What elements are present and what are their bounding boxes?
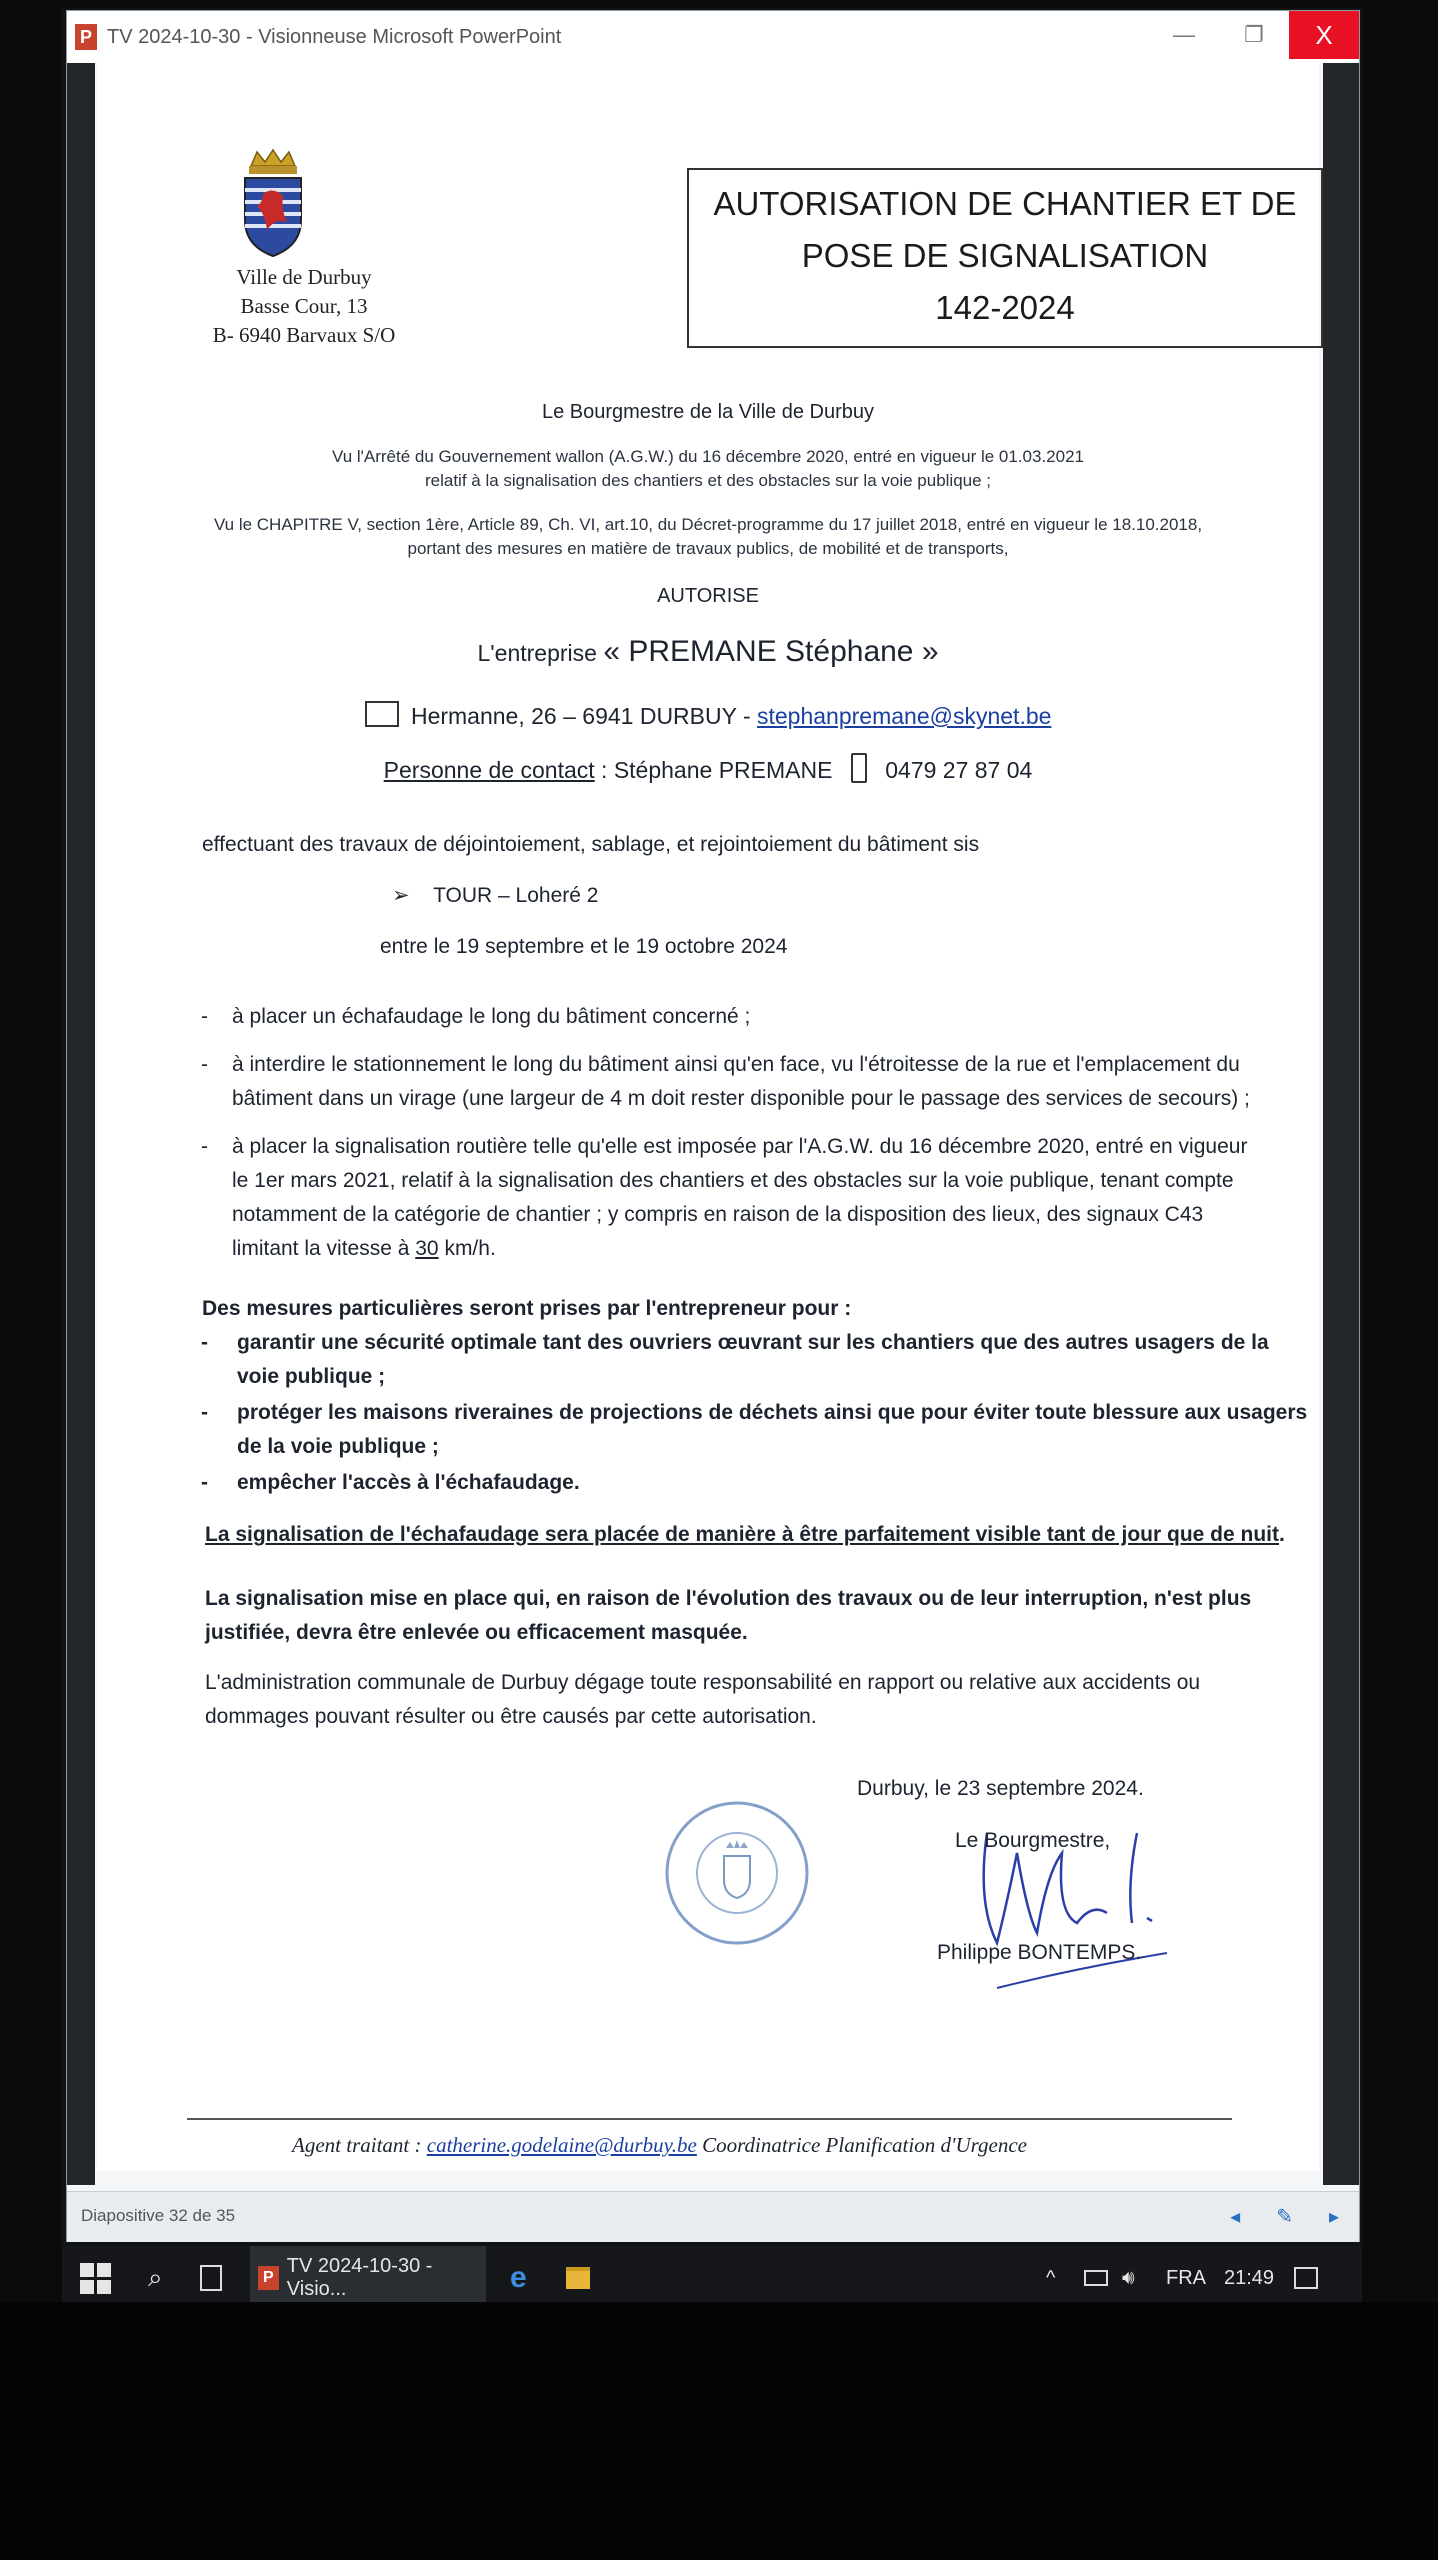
task-label: TV 2024-10-30 - Visio... [286, 2255, 433, 2300]
next-slide-icon[interactable]: ▸ [1328, 2206, 1339, 2228]
file-explorer-icon[interactable] [566, 2246, 590, 2310]
removal-line-1: La signalisation mise en place qui, en raison de l'évolution des travaux ou de leur interruption, n'est plus [205, 1587, 1252, 1610]
left-border [67, 63, 95, 2185]
title-line-2: POSE DE SIGNALISATION [801, 237, 1209, 274]
contact-name: : Stéphane PREMANE [601, 757, 833, 783]
measure-2-line-1: protéger les maisons riveraines de projections de déchets ainsi que pour éviter toute blessure aux usagers [237, 1401, 1308, 1424]
title-bar[interactable] [67, 11, 1359, 63]
search-icon[interactable]: ⌕ [148, 2262, 163, 2292]
powerpoint-viewer-window [66, 10, 1360, 2242]
speed-limit-text: limitant la vitesse à [232, 1237, 416, 1260]
period-text: entre le 19 septembre et le 19 octobre 2024 [380, 935, 788, 958]
agent-label: Agent traitant : [292, 2133, 422, 2157]
measure-1-line-2: voie publique ; [237, 1365, 386, 1388]
monitor-bezel-bottom [0, 2302, 1438, 2560]
location-text: TOUR – Loheré 2 [433, 884, 599, 907]
signature-date: Durbuy, le 23 septembre 2024. [857, 1777, 1144, 1800]
durbuy-crest-logo [237, 148, 309, 258]
authorization-item-3-line-3: notamment de la catégorie de chantier ; y compris en raison de la disposition des lieux, des signaux C43 [232, 1203, 1204, 1226]
authorization-item-2-line-2: bâtiment dans un virage (une largeur de 4 m doit rester disponible pour le passage des services de secours) ; [232, 1087, 1250, 1110]
status-bar [67, 2191, 1359, 2242]
signer-role: Le Bourgmestre, [955, 1829, 1111, 1852]
mailbox-icon [365, 701, 399, 727]
document-title-box [687, 168, 1323, 348]
measures-heading: Des mesures particulières seront prises par l'entrepreneur pour : [202, 1297, 852, 1320]
visibility-note-text: La signalisation de l'échafaudage sera placée de manière à être parfaitement visible tant de jour que de nuit [205, 1523, 1279, 1546]
location-line [392, 883, 598, 908]
arrow-bullet-icon: ➢ [392, 884, 410, 907]
entreprise-name: « PREMANE Stéphane » [603, 635, 939, 668]
show-hidden-icons-icon[interactable]: ^ [1046, 2266, 1056, 2289]
authorization-item-1: à placer un échafaudage le long du bâtiment concerné ; [232, 1005, 751, 1028]
minimize-button[interactable]: — [1173, 22, 1195, 47]
address-line [97, 701, 1319, 730]
restore-button[interactable]: ❐ [1244, 22, 1264, 47]
work-description: effectuant des travaux de déjointoiement, sablage, et rejointoiement du bâtiment sis [202, 833, 980, 856]
signer-name: Philippe BONTEMPS. [937, 1941, 1142, 1964]
autorise-heading: AUTORISE [657, 585, 759, 607]
window-title: TV 2024-10-30 - Visionneuse Microsoft PowerPoint [107, 25, 562, 48]
slide-indicator: Diapositive 32 de 35 [81, 2206, 236, 2225]
legal-basis-1-line-2: relatif à la signalisation des chantiers et des obstacles sur la voie publique ; [424, 471, 992, 490]
windows-taskbar [62, 2246, 1362, 2310]
disclaimer-line-2: dommages pouvant résulter ou être causés par cette autorisation. [205, 1705, 817, 1728]
bullet-dash: - [201, 1135, 208, 1158]
measure-1-line-1: garantir une sécurité optimale tant des ouvriers œuvrant sur les chantiers que des autres usagers de la [237, 1331, 1269, 1354]
legal-basis-1-line-1: Vu l'Arrêté du Gouvernement wallon (A.G.W.) du 16 décembre 2020, entré en vigueur le 01.03.2021 [331, 447, 1084, 466]
municipality-street: Basse Cour, 13 [240, 294, 368, 318]
title-line-1: AUTORISATION DE CHANTIER ET DE [713, 185, 1297, 222]
municipality-name: Ville de Durbuy [236, 265, 372, 289]
visibility-note-period: . [1279, 1523, 1285, 1546]
monitor-screen [62, 8, 1362, 2300]
clock[interactable]: 21:49 [1224, 2266, 1275, 2289]
language-indicator[interactable]: FRA [1166, 2266, 1206, 2289]
authorization-item-3-line-2: le 1er mars 2021, relatif à la signalisation des chantiers et des obstacles sur la voie publique, tenant compte [232, 1169, 1234, 1192]
authorization-item-3-line-4 [232, 1237, 496, 1261]
legal-basis-2-line-1: Vu le CHAPITRE V, section 1ère, Article 89, Ch. VI, art.10, du Décret-programme du 17 juillet 2018, entré en vigueur le 18.10.2018, [213, 515, 1203, 534]
windows-logo-icon [80, 2263, 111, 2294]
authorization-item-3-line-1: à placer la signalisation routière telle qu'elle est imposée par l'A.G.W. du 16 décembre 2020, entré en vigueur [232, 1135, 1248, 1158]
agent-line [292, 2133, 1027, 2158]
bullet-dash: - [201, 1331, 208, 1354]
phone-icon [851, 753, 867, 783]
authorization-item-2-line-1: à interdire le stationnement le long du bâtiment ainsi qu'en face, vu l'étroitesse de la rue et l'emplacement du [232, 1053, 1240, 1076]
speed-limit-unit: km/h. [438, 1237, 496, 1260]
contact-label: Personne de contact [383, 757, 595, 783]
bourgmestre-heading: Le Bourgmestre de la Ville de Durbuy [541, 401, 875, 423]
measure-3: empêcher l'accès à l'échafaudage. [237, 1471, 580, 1494]
status-bar-controls [1230, 2204, 1339, 2229]
measure-2-line-2: de la voie publique ; [237, 1435, 439, 1458]
disclaimer-line-1: L'administration communale de Durbuy dégage toute responsabilité en rapport ou relative aux accidents ou [205, 1671, 1201, 1694]
window-controls [1149, 11, 1359, 59]
email-link[interactable]: stephanpremane@skynet.be [757, 703, 1052, 729]
title-line-3: 142-2024 [935, 289, 1075, 326]
edit-icon[interactable]: ✎ [1276, 2206, 1293, 2228]
powerpoint-taskbar-icon: P [258, 2266, 279, 2290]
volume-icon[interactable]: 🔊︎ [1122, 2266, 1135, 2289]
bullet-dash: - [201, 1471, 208, 1494]
municipal-stamp [662, 1798, 812, 1948]
notification-center-icon[interactable] [1294, 2246, 1318, 2310]
bullet-dash: - [201, 1053, 208, 1076]
slide-document [97, 63, 1319, 2171]
removal-line-2: justifiée, devra être enlevée ou efficacement masquée. [205, 1621, 748, 1644]
entreprise-prefix: L'entreprise [477, 640, 597, 666]
agent-email-link[interactable]: catherine.godelaine@durbuy.be [426, 2133, 697, 2157]
address-text: Hermanne, 26 – 6941 DURBUY [410, 703, 737, 729]
municipality-city: B- 6940 Barvaux S/O [212, 323, 396, 347]
footer-divider [187, 2118, 1232, 2120]
bullet-dash: - [201, 1005, 208, 1028]
legal-basis-2-line-2: portant des mesures en matière de travaux publics, de mobilité et de transports, [407, 539, 1009, 558]
start-button[interactable] [80, 2246, 111, 2310]
task-view-icon[interactable] [200, 2246, 222, 2310]
right-border [1323, 63, 1359, 2185]
visibility-note [205, 1523, 1285, 1547]
agent-role: Coordinatrice Planification d'Urgence [702, 2133, 1027, 2157]
bullet-dash: - [201, 1401, 208, 1424]
close-button[interactable]: X [1289, 11, 1359, 59]
speed-limit-value: 30 [415, 1237, 439, 1260]
entreprise-line [97, 635, 1319, 669]
municipality-address [189, 263, 419, 350]
address-separator: - [742, 703, 751, 729]
contact-line [97, 753, 1319, 784]
edge-browser-icon[interactable]: e [510, 2261, 527, 2294]
contact-phone: 0479 27 87 04 [885, 757, 1033, 783]
battery-icon[interactable] [1084, 2246, 1108, 2310]
previous-slide-icon[interactable]: ◂ [1230, 2206, 1241, 2228]
powerpoint-icon: P [75, 24, 97, 50]
